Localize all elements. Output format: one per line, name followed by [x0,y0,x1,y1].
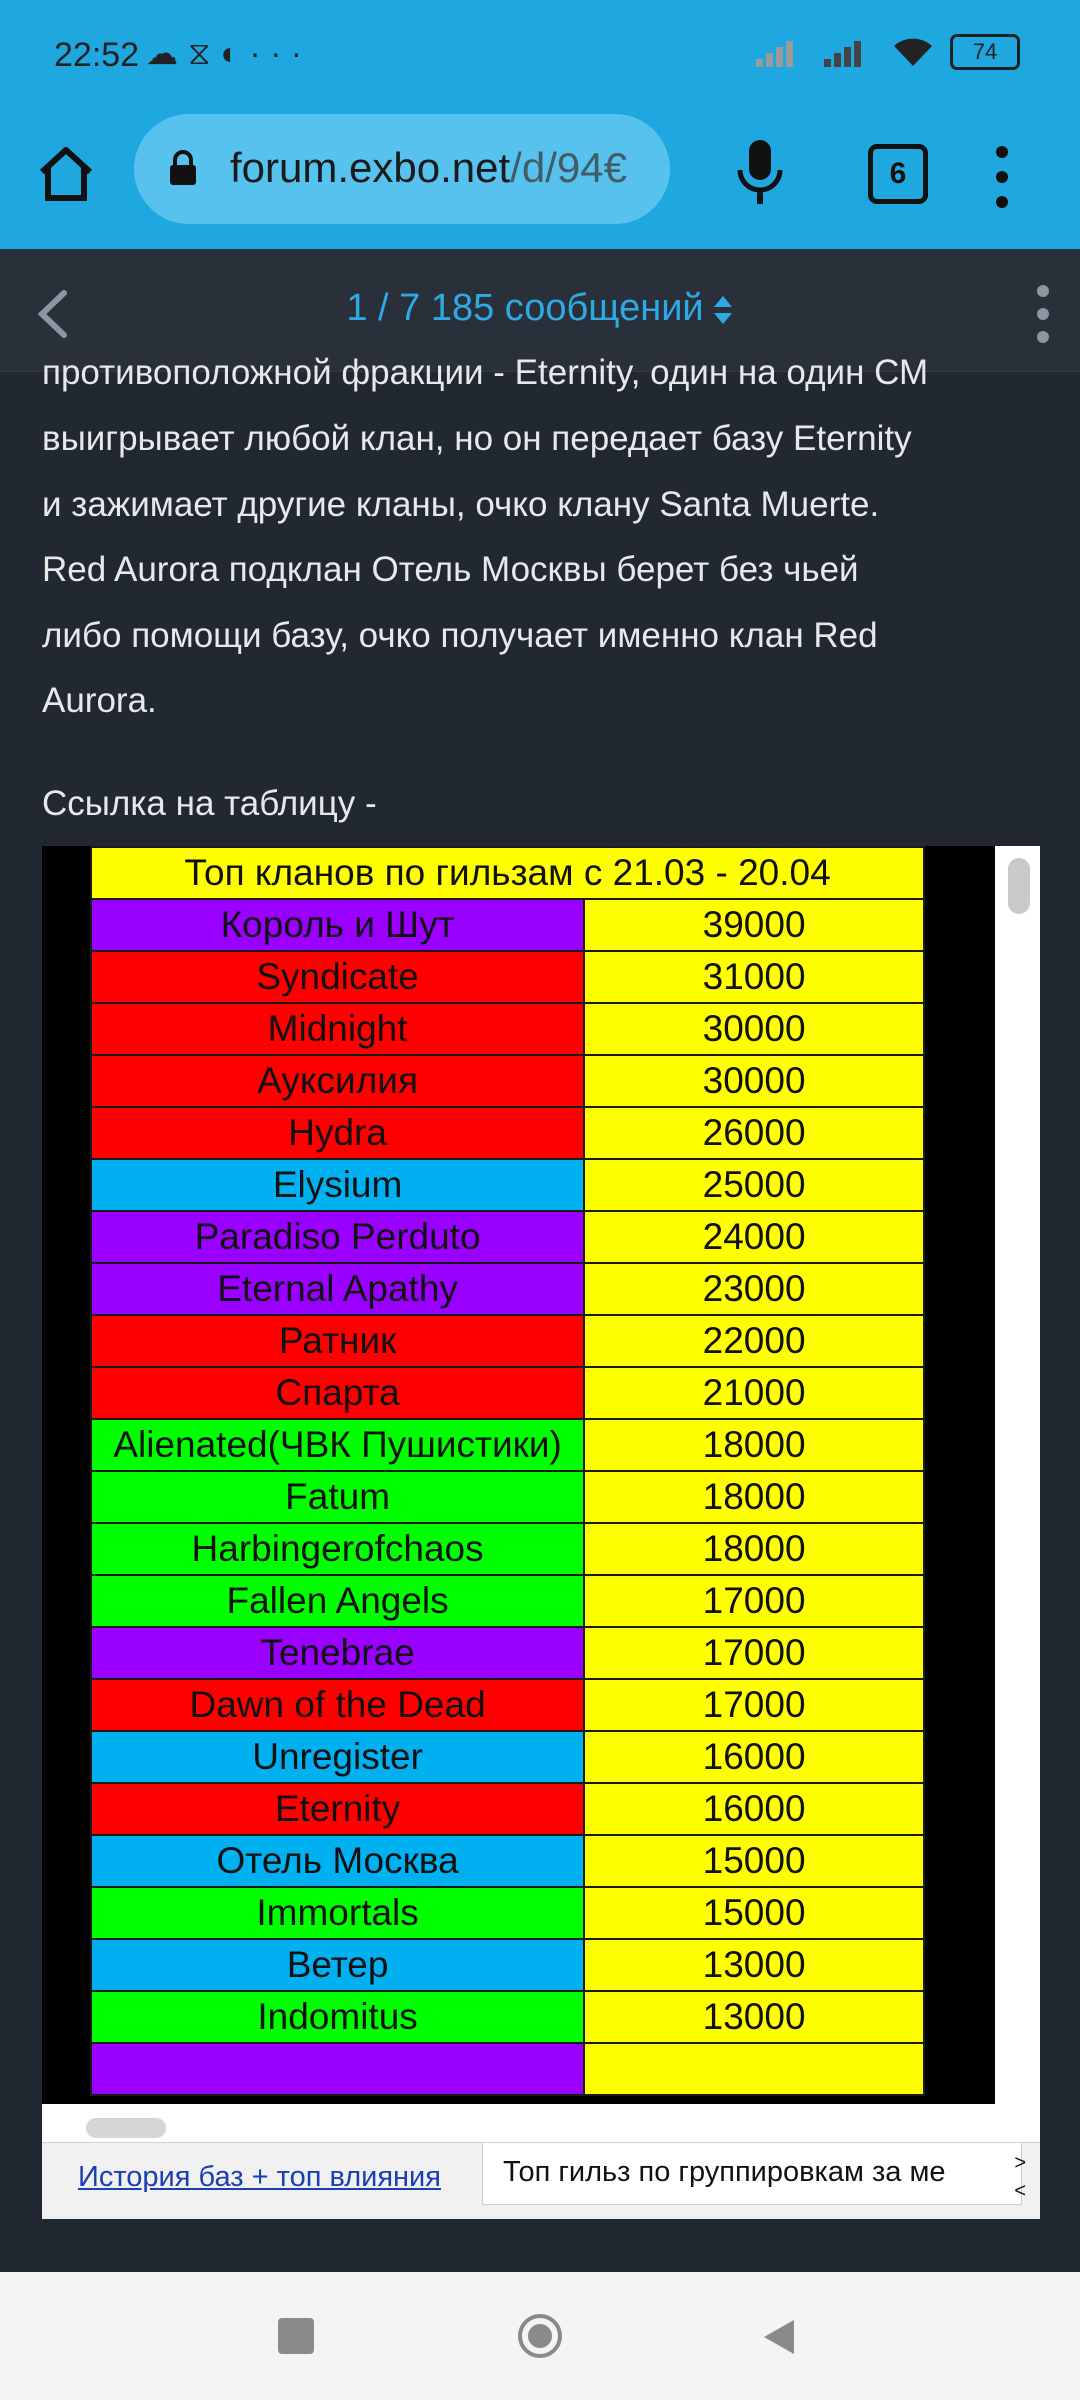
clan-name-cell: Fallen Angels [91,1575,584,1627]
post-counter-label: 1 / 7 185 сообщений [346,287,704,329]
app-icon: ⧖ [188,35,221,71]
post-line: Red Aurora подклан Отель Москвы берет без чьей [42,550,859,589]
clan-value-cell: 26000 [584,1107,924,1159]
table-row [91,1939,924,1991]
clan-value-cell: 17000 [584,1575,924,1627]
clan-name-cell: Immortals [91,1887,584,1939]
sheet-tab-active[interactable]: Топ гильз по группировкам за ме [482,2143,1022,2205]
clan-name-cell: Отель Москва [91,1835,584,1887]
post-line: и зажимает другие кланы, очко клану Santa Muerte. [42,485,880,524]
browser-menu-icon[interactable] [990,142,1014,212]
table-row [91,1991,924,2043]
clan-name-cell: Alienated(ЧВК Пушистики) [91,1419,584,1471]
system-navigation-bar [0,2272,1080,2400]
clan-value-cell: 17000 [584,1627,924,1679]
clan-name-cell: Dawn of the Dead [91,1679,584,1731]
table-row [91,1211,924,1263]
lock-icon [168,150,198,186]
clan-name-cell: Paradiso Perduto [91,1211,584,1263]
clan-name-cell: Спарта [91,1367,584,1419]
clan-name-cell: Hydra [91,1107,584,1159]
clan-value-cell: 16000 [584,1731,924,1783]
table-row [91,1367,924,1419]
status-time: 22:52 [54,36,140,74]
clan-value-cell: 16000 [584,1783,924,1835]
recent-apps-icon[interactable] [278,2318,314,2354]
next-tab-icon[interactable]: > [1014,2152,1026,2174]
table-row [91,951,924,1003]
table-row [91,1471,924,1523]
home-button-icon[interactable] [516,2312,564,2360]
home-icon[interactable] [34,142,98,206]
clan-name-cell: Unregister [91,1731,584,1783]
more-options-icon[interactable] [1032,283,1054,345]
sheet-tab-arrows[interactable] [1014,2149,1026,2205]
post-line: выигрывает любой клан, но он передает базу Eternity [42,419,912,458]
url-path: /d/94€ [510,144,627,191]
tabs-button[interactable]: 6 [868,144,928,204]
signal-icon [756,37,808,67]
clan-value-cell: 18000 [584,1419,924,1471]
clan-name-cell: Tenebrae [91,1627,584,1679]
clan-name-cell: Indomitus [91,1991,584,2043]
clan-name-cell [91,2043,584,2095]
app-icon-2: ◐ [220,35,250,71]
table-title-row [91,847,924,899]
clan-name-cell: Eternal Apathy [91,1263,584,1315]
cloud-icon: ☁ [146,35,188,71]
clan-name-cell: Король и Шут [91,899,584,951]
post-line: либо помощи базу, очко получает именно клан Red [42,616,878,655]
notification-icons [146,34,312,73]
status-icons-right [756,34,1020,70]
sort-icon [712,293,734,327]
sheet-viewport[interactable] [42,846,995,2104]
clan-name-cell: Eternity [91,1783,584,1835]
sheet-tabs-bar [42,2142,1040,2219]
status-bar [0,0,1080,112]
table-row [91,1523,924,1575]
clan-name-cell: Midnight [91,1003,584,1055]
url-text[interactable] [230,144,627,192]
horizontal-scrollbar[interactable] [86,2118,166,2138]
clan-value-cell: 17000 [584,1679,924,1731]
table-row [91,1263,924,1315]
table-row [91,1679,924,1731]
table-title: Топ кланов по гильзам с 21.03 - 20.04 [91,847,924,899]
clan-value-cell [584,2043,924,2095]
table-row [91,1731,924,1783]
table-link-label: Ссылка на таблицу - [42,784,377,823]
table-row [91,899,924,951]
clan-value-cell: 21000 [584,1367,924,1419]
table-row [91,1575,924,1627]
table-row [91,1107,924,1159]
sheet-tab-history[interactable]: История баз + топ влияния [78,2161,441,2193]
table-row [91,1003,924,1055]
table-row [91,1627,924,1679]
clan-value-cell: 13000 [584,1991,924,2043]
post-counter[interactable] [0,287,1080,330]
clan-value-cell: 31000 [584,951,924,1003]
clan-value-cell: 18000 [584,1471,924,1523]
wifi-icon [892,36,934,68]
table-row [91,1159,924,1211]
clan-name-cell: Syndicate [91,951,584,1003]
clan-value-cell: 30000 [584,1055,924,1107]
clan-value-cell: 15000 [584,1835,924,1887]
signal-icon-2 [824,37,876,67]
post-line: Aurora. [42,681,157,720]
clan-name-cell: Ауксилия [91,1055,584,1107]
table-row [91,1783,924,1835]
clan-value-cell: 18000 [584,1523,924,1575]
battery-icon: 74 [950,34,1020,70]
table-row [91,1315,924,1367]
vertical-scrollbar[interactable] [1008,858,1030,914]
post-line: противоположной фракции - Eternity, один на один СМ [42,353,929,392]
table-row [91,1835,924,1887]
clan-value-cell: 23000 [584,1263,924,1315]
clan-name-cell: Ратник [91,1315,584,1367]
clan-value-cell: 25000 [584,1159,924,1211]
clan-value-cell: 39000 [584,899,924,951]
clan-name-cell: Elysium [91,1159,584,1211]
url-domain: forum.exbo.net [230,144,511,191]
clan-value-cell: 22000 [584,1315,924,1367]
more-notifications-icon: ··· [249,35,312,71]
browser-toolbar [0,112,1080,249]
clan-name-cell: Fatum [91,1471,584,1523]
mic-icon[interactable] [734,138,786,208]
back-button-icon[interactable] [760,2316,798,2358]
clan-value-cell: 13000 [584,1939,924,1991]
prev-tab-icon[interactable]: < [1014,2180,1026,2202]
table-row [91,2043,924,2095]
clan-name-cell: Harbingerofchaos [91,1523,584,1575]
clan-value-cell: 15000 [584,1887,924,1939]
clan-value-cell: 24000 [584,1211,924,1263]
address-bar[interactable] [134,114,670,224]
table-row [91,1055,924,1107]
table-row [91,1419,924,1471]
clan-table [90,846,925,2096]
embedded-spreadsheet[interactable] [42,846,1040,2218]
clan-name-cell: Ветер [91,1939,584,1991]
clan-value-cell: 30000 [584,1003,924,1055]
table-row [91,1887,924,1939]
